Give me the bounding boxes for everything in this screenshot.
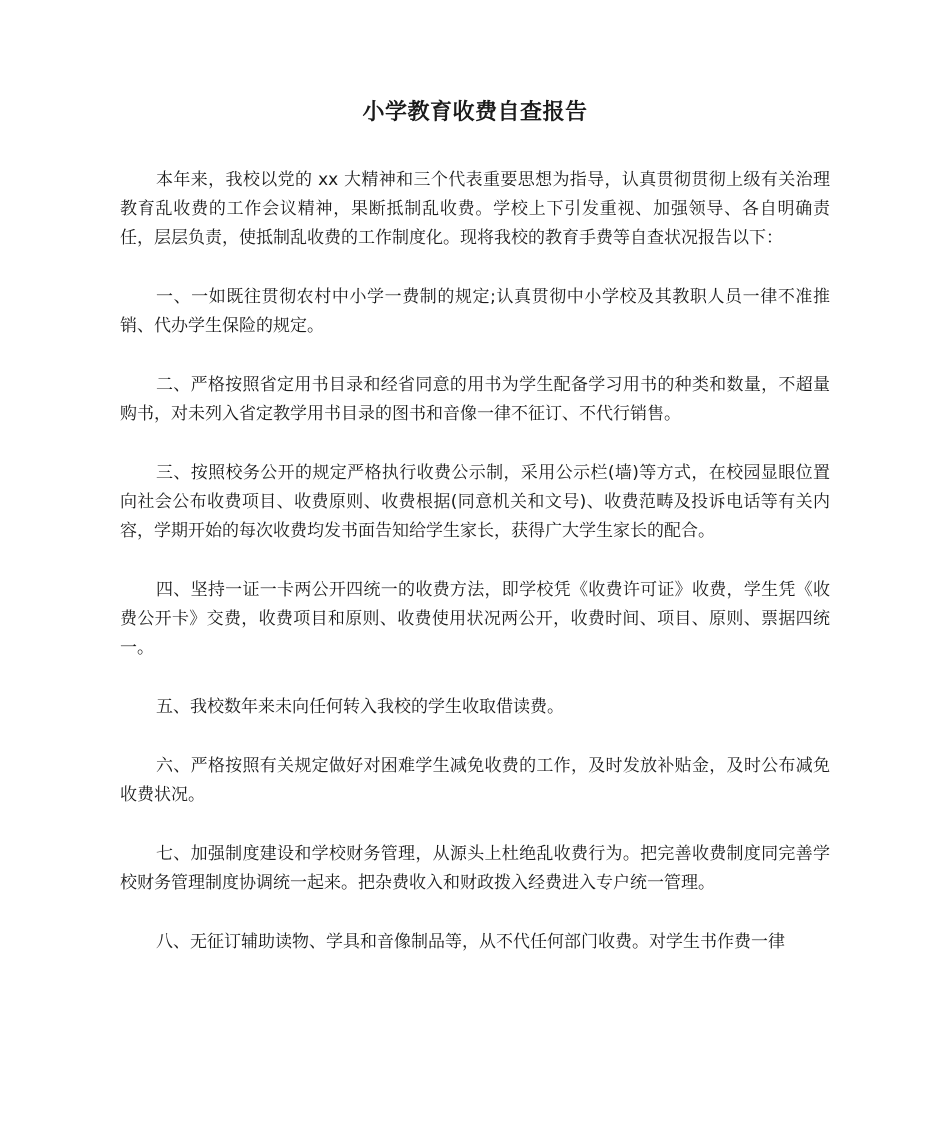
section-8-paragraph: 八、无征订辅助读物、学具和音像制品等，从不代任何部门收费。对学生书作费一律 bbox=[156, 932, 785, 952]
document-title: 小学教育收费自查报告 bbox=[362, 100, 588, 125]
section-7-paragraph: 七、加强制度建设和学校财务管理，从源头上杜绝乱收费行为。把完善收费制度同完善学校财务管理制度协调统一起来。把杂费收入和财政拨入经费进入专户统一管理。 bbox=[120, 844, 830, 893]
section-4-paragraph: 四、坚持一证一卡两公开四统一的收费方法，即学校凭《收费许可证》收费，学生凭《收费公开卡》交费，收费项目和原则、收费使用状况两公开，收费时间、项目、原则、票据四统一。 bbox=[120, 580, 830, 658]
section-5-paragraph: 五、我校数年来未向任何转入我校的学生收取借读费。 bbox=[156, 697, 564, 717]
section-3-paragraph: 三、按照校务公开的规定严格执行收费公示制，采用公示栏(墙)等方式，在校园显眼位置向社会公布收费项目、收费原则、收费根据(同意机关和文号)、收费范畴及投诉电话等有关内容，学期开始的每次收费均发书面告知给学生家长，获得广大学生家长的配合。 bbox=[120, 463, 830, 541]
section-6-paragraph: 六、严格按照有关规定做好对困难学生减免收费的工作，及时发放补贴金，及时公布减免收费状况。 bbox=[120, 756, 830, 805]
intro-paragraph: 本年来，我校以党的 xx 大精神和三个代表重要思想为指导，认真贯彻贯彻上级有关治理教育乱收费的工作会议精神，果断抵制乱收费。学校上下引发重视、加强领导、各自明确责任，层层负责，使抵制乱收费的工作制度化。现将我校的教育手费等自查状况报告以下： bbox=[120, 170, 830, 248]
section-1-paragraph: 一、一如既往贯彻农村中小学一费制的规定;认真贯彻中小学校及其教职人员一律不准推销、代办学生保险的规定。 bbox=[120, 287, 830, 336]
section-2-paragraph: 二、严格按照省定用书目录和经省同意的用书为学生配备学习用书的种类和数量，不超量购书，对未列入省定教学用书目录的图书和音像一律不征订、不代行销售。 bbox=[120, 375, 830, 424]
